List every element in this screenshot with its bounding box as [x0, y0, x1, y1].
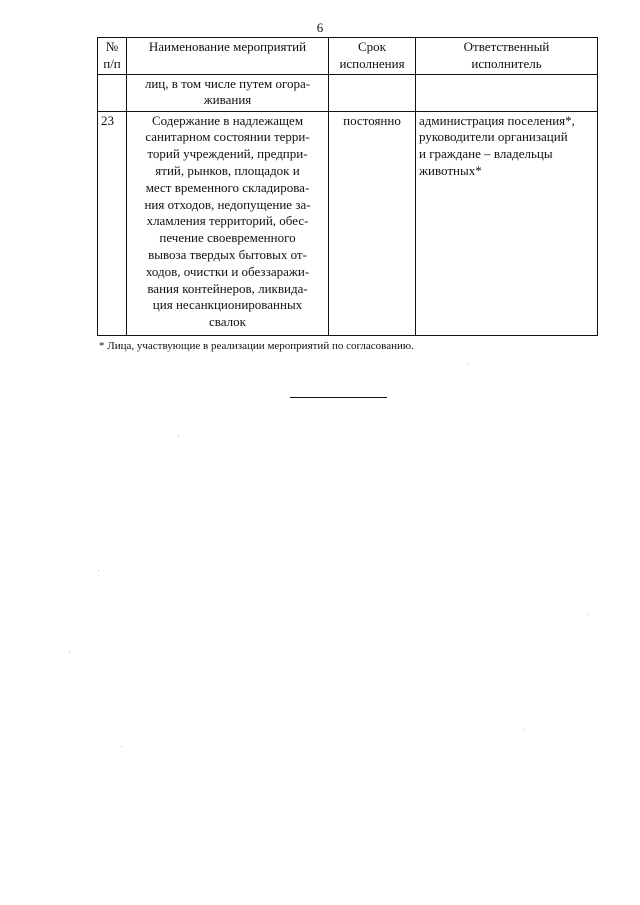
cell-name-line: ния отходов, недопущение за-: [144, 196, 311, 212]
measures-table: [97, 37, 598, 336]
header-term: [329, 38, 416, 75]
footnote: * Лица, участвующие в реализации мероприятий по согласованию.: [99, 340, 414, 352]
scan-speck: [98, 570, 99, 571]
cell-term: [329, 74, 416, 111]
cell-responsible: [416, 74, 598, 111]
cell-name-line: ция несанкционированных: [152, 297, 303, 313]
cell-name-line: хламления территорий, обес-: [146, 213, 309, 229]
header-number-line1: №: [105, 39, 119, 54]
table-header-row: [98, 38, 598, 75]
cell-number: [98, 74, 127, 111]
cell-name-line: лиц, в том числе путем огора-: [144, 75, 311, 91]
scan-speck: [468, 364, 469, 365]
cell-responsible-line: животных*: [419, 162, 482, 178]
header-number: [98, 38, 127, 75]
cell-number: 23: [98, 111, 127, 335]
header-responsible-line2: исполнитель: [471, 55, 542, 71]
cell-name-line: ходов, очистки и обеззаражи-: [145, 263, 310, 279]
scan-speck: [69, 651, 70, 652]
header-term-line2: исполнения: [339, 55, 405, 71]
header-responsible-line1: Ответственный: [463, 39, 550, 54]
cell-name-line: свалок: [209, 314, 246, 330]
header-term-line1: Срок: [358, 39, 386, 54]
cell-responsible-line: администрация поселения*,: [419, 112, 575, 128]
cell-name-line: печение своевременного: [159, 230, 296, 246]
end-rule: [290, 397, 387, 398]
table-row-continuation: [98, 74, 598, 111]
cell-responsible-line: руководители организаций: [419, 129, 568, 145]
scan-speck: [178, 436, 179, 437]
header-number-line2: п/п: [103, 55, 121, 71]
cell-name-line: вывоза твердых бытовых от-: [148, 246, 307, 262]
table-row-23: [98, 111, 598, 335]
cell-term: постоянно: [329, 111, 416, 335]
cell-name-line: ятий, рынков, площадок и: [155, 162, 300, 178]
cell-name-line: санитарном состоянии терри-: [145, 129, 310, 145]
cell-name-line: живания: [203, 92, 252, 108]
cell-name: [127, 74, 329, 111]
cell-name-line: мест временного складирова-: [145, 179, 310, 195]
cell-responsible-line: и граждане – владельцы: [419, 146, 553, 162]
cell-name-line: торий учреждений, предпри-: [147, 146, 308, 162]
header-name-text: Наименование мероприятий: [148, 39, 307, 54]
cell-responsible: [416, 111, 598, 335]
cell-name-line: вания контейнеров, ликвида-: [147, 280, 308, 296]
page-number: 6: [316, 20, 324, 35]
cell-name-line: Содержание в надлежащем: [151, 112, 304, 128]
header-responsible: [416, 38, 598, 75]
scan-speck: [524, 729, 525, 730]
scan-speck: [588, 614, 589, 615]
cell-name: [127, 111, 329, 335]
header-name: [127, 38, 329, 75]
scan-speck: [121, 746, 122, 747]
